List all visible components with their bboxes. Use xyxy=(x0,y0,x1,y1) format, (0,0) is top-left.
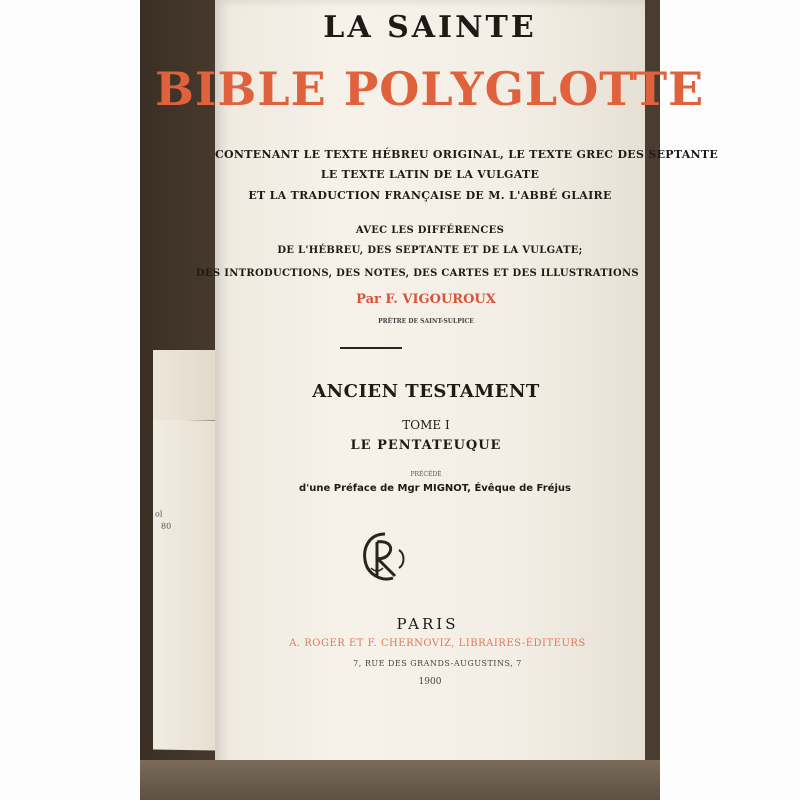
additions-line: AVEC LES DIFFÉRENCES xyxy=(355,225,505,236)
left-page-fragment: 80 xyxy=(161,521,172,531)
imprint-publisher: A. ROGER ET F. CHERNOVIZ, LIBRAIRES-ÉDITEURS xyxy=(289,638,586,649)
precede-label: PRÉCÉDÉ xyxy=(410,471,442,478)
title-line-sainte: LA SAINTE xyxy=(323,10,537,45)
author-role: PRÊTRE DE SAINT-SULPICE xyxy=(378,318,474,325)
tome-label: TOME I xyxy=(402,418,450,432)
table-surface xyxy=(140,760,660,800)
publisher-monogram-icon xyxy=(355,528,415,588)
author-line: Par F. VIGOUROUX xyxy=(356,292,496,307)
contents-line: LE TEXTE LATIN DE LA VULGATE xyxy=(320,168,540,181)
additions-line: DES INTRODUCTIONS, DES NOTES, DES CARTES ET DES ILLUSTRATIONS xyxy=(196,268,639,279)
left-facing-page xyxy=(153,419,215,750)
book-title: LE PENTATEUQUE xyxy=(350,438,502,453)
imprint-address: 7, RUE DES GRANDS-AUGUSTINS, 7 xyxy=(353,659,522,668)
divider-rule xyxy=(340,347,402,349)
left-page-top xyxy=(153,350,215,420)
imprint-year: 1900 xyxy=(418,677,442,687)
left-page-fragment: ol xyxy=(155,509,163,519)
contents-line: ET LA TRADUCTION FRANÇAISE DE M. L'ABBÉ GLAIRE xyxy=(248,189,612,202)
additions-line: DE L'HÉBREU, DES SEPTANTE ET DE LA VULGATE; xyxy=(277,245,583,256)
contents-line: CONTENANT LE TEXTE HÉBREU ORIGINAL, LE TEXTE GREC DES SEPTANTE xyxy=(215,148,719,161)
imprint-city: PARIS xyxy=(396,615,459,633)
testament-heading: ANCIEN TESTAMENT xyxy=(312,381,540,402)
preface-line: d'une Préface de Mgr MIGNOT, Évêque de Fréjus xyxy=(299,483,571,494)
title-line-polyglotte: BIBLE POLYGLOTTE xyxy=(155,62,705,116)
